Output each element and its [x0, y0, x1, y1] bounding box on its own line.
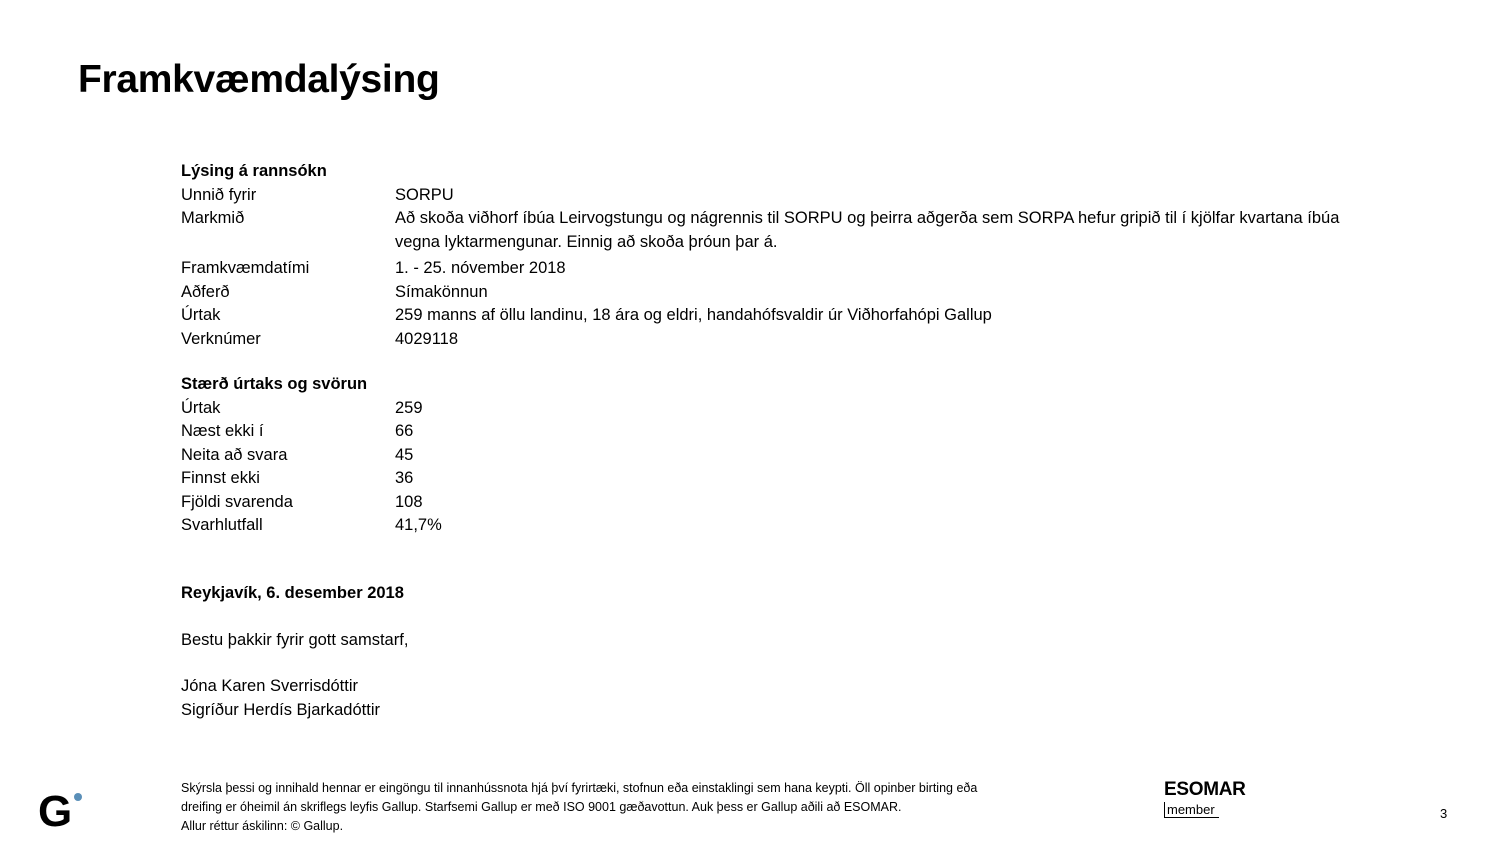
- study-label: Aðferð: [181, 282, 230, 301]
- disclaimer-line: dreifing er óheimil án skriflegs leyfis Gallup. Starfsemi Gallup er með ISO 9001 gæðavottun. Auk þess er Gallup aðili að ESOMAR.: [181, 800, 902, 814]
- sample-label: Neita að svara: [181, 445, 288, 464]
- closing-block: [181, 582, 408, 722]
- signatory-name: Sigríður Herdís Bjarkadóttir: [181, 700, 380, 719]
- sample-label: Fjöldi svarenda: [181, 492, 293, 511]
- page-number: 3: [1440, 806, 1448, 821]
- study-value: 4029118: [395, 329, 459, 348]
- study-row: [181, 304, 1381, 328]
- sample-row: [181, 397, 1381, 421]
- disclaimer-line: Skýrsla þessi og innihald hennar er eingöngu til innanhússnota hjá því fyrirtæki, stofnun eða einstaklingi sem hana keypti. Öll opinber birting eða: [181, 781, 978, 795]
- study-label: Markmið: [181, 209, 245, 227]
- esomar-member: member: [1164, 802, 1219, 818]
- gallup-logo: [38, 786, 88, 832]
- sample-row: [181, 514, 1381, 538]
- study-label: Verknúmer: [181, 329, 261, 348]
- sample-row: [181, 491, 1381, 515]
- study-label: Framkvæmdatími: [181, 259, 310, 277]
- study-description: [181, 160, 1381, 538]
- sample-row: [181, 467, 1381, 491]
- study-heading: Lýsing á rannsókn: [181, 162, 327, 180]
- section-spacer: [181, 351, 1381, 373]
- study-value: Að skoða viðhorf íbúa Leirvogstungu og nágrennis til SORPU og þeirra aðgerða sem SORPA hefur gripið til í kjölfar kvartana íbúa vegna lyktarmengunar. Einnig að skoða þróun þar á.: [395, 209, 1340, 251]
- study-value: 1. - 25. nóvember 2018: [395, 259, 566, 277]
- sample-value: 108: [395, 492, 423, 511]
- study-label: Úrtak: [181, 306, 221, 324]
- page-title: Framkvæmdalýsing: [78, 58, 440, 101]
- sample-value: 45: [395, 445, 414, 464]
- esomar-word: ESOMAR: [1164, 779, 1246, 800]
- study-value: Símakönnun: [395, 282, 488, 301]
- gallup-g-icon: [38, 786, 88, 832]
- sample-value: 259: [395, 398, 423, 417]
- sample-value: 66: [395, 422, 414, 440]
- thanks-line: Bestu þakkir fyrir gott samstarf,: [181, 630, 409, 649]
- gallup-letter: G: [38, 787, 73, 832]
- disclaimer-line: Allur réttur áskilinn: © Gallup.: [181, 819, 344, 833]
- place-date: Reykjavík, 6. desember 2018: [181, 584, 404, 602]
- gallup-dot: [74, 793, 82, 801]
- study-label: Unnið fyrir: [181, 185, 257, 204]
- sample-label: Finnst ekki: [181, 469, 260, 487]
- sample-label: Næst ekki í: [181, 422, 264, 440]
- sample-label: Úrtak: [181, 398, 221, 417]
- sample-row: [181, 420, 1381, 444]
- study-row: [181, 184, 1381, 208]
- sample-value: 36: [395, 469, 414, 487]
- sample-row: [181, 444, 1381, 468]
- footer-disclaimer: [181, 779, 1141, 836]
- study-row: [181, 328, 1381, 352]
- closing-spacer: [181, 606, 408, 629]
- sample-value: 41,7%: [395, 516, 442, 534]
- sample-heading: Stærð úrtaks og svörun: [181, 375, 368, 393]
- sample-label: Svarhlutfall: [181, 516, 263, 534]
- study-row: [181, 257, 1381, 281]
- signatory-name: Jóna Karen Sverrisdóttir: [181, 677, 358, 695]
- study-value: SORPU: [395, 185, 454, 204]
- study-row: [181, 207, 1381, 254]
- closing-spacer: [181, 652, 408, 675]
- study-value: 259 manns af öllu landinu, 18 ára og eldri, handahófsvaldir úr Viðhorfahópi Gallup: [395, 306, 992, 324]
- esomar-logo: [1164, 779, 1264, 819]
- study-row: [181, 281, 1381, 305]
